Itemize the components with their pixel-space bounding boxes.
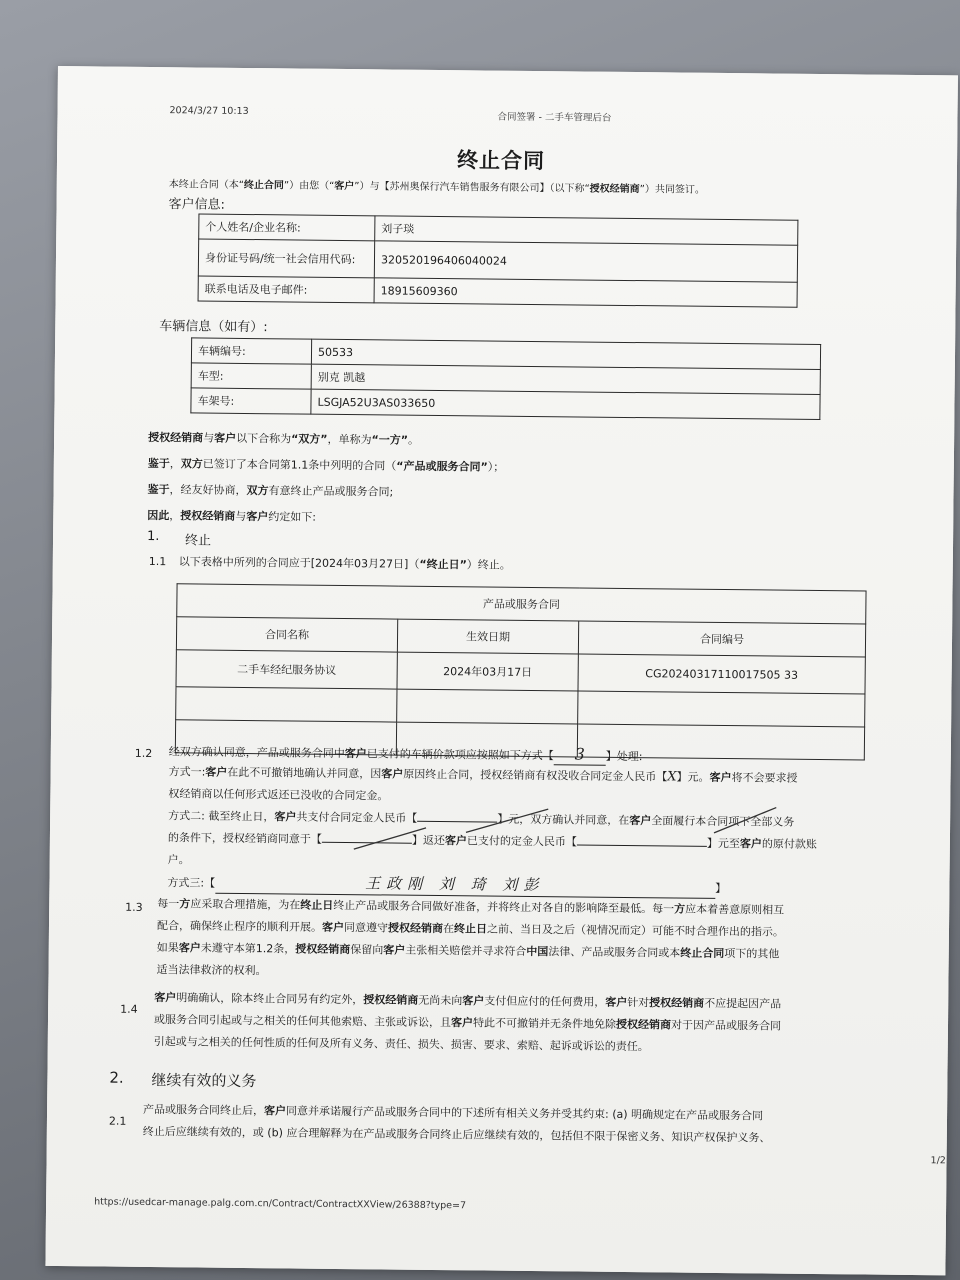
recital-2: 鉴于，双方已签订了本合同第1.1条中列明的合同（“产品或服务合同”）； — [147, 456, 505, 474]
phone-label: 联系电话及电子邮件: — [198, 276, 374, 303]
vehicle-no-label: 车辆编号: — [191, 338, 311, 364]
col-contract-name: 合同名称 — [176, 617, 397, 652]
id-value: 320520196406040024 — [374, 241, 797, 282]
row-contract-no: CG20240317110017505 33 — [578, 654, 865, 694]
id-label: 身份证号码/统一社会信用代码: — [198, 239, 374, 278]
clause-1-2-line-1: 经双方确认同意，产品或服务合同中客户已支付的车辆价款项应按照如下方式【 3 】处理: — [169, 739, 643, 767]
doc-title: 终止合同 — [456, 148, 546, 174]
contract-paper — [45, 66, 958, 1275]
contract-table-title: 产品或服务合同 — [177, 584, 866, 624]
col-effective-date: 生效日期 — [397, 619, 578, 654]
clause-2-1-line-1: 产品或服务合同终止后，客户同意并承诺履行产品或服务合同中的下述所有相关义务并受其约束: (a) 明确规定在产品或服务合同 — [143, 1102, 764, 1123]
strike-mark-2 — [350, 821, 430, 854]
clause-1-2-line-7: 方式三:【 王政刚 刘 琦 刘彭 】 — [167, 871, 726, 899]
clause-1-2-number: 1.2 — [134, 746, 153, 761]
name-label: 个人姓名/企业名称: — [199, 214, 375, 241]
clause-1-3-line-1: 每一方应采取合理措施，为在终止日终止产品或服务合同做好准备，并将终止对各自的影响降至最低。每一方应本着善意原则相互 — [157, 897, 785, 917]
strike-mark-1 — [462, 802, 552, 839]
model-value: 别克 凯越 — [311, 364, 820, 394]
customer-section-title: 客户信息: — [168, 197, 226, 213]
clause-1-3-line-4: 适当法律救济的权利。 — [156, 963, 267, 978]
clause-1-4-line-3: 引起或与之相关的任何性质的任何及所有义务、责任、损失、损害、要求、索赔、起诉或诉讼的责任。 — [153, 1035, 649, 1054]
clause-2-1-number: 2.1 — [108, 1114, 127, 1128]
clause-1-3-line-3: 如果客户未遵守本第1.2条，授权经销商保留向客户主张相关赔偿并寻求符合中国法律、产品或服务合同或本终止合同项下的其他 — [156, 941, 780, 961]
clause-1-4-line-1: 客户明确确认，除本终止合同另有约定外，授权经销商无尚未向客户支付但应付的任何费用，客户针对授权经销商不应提起因产品 — [154, 991, 782, 1011]
vehicle-section-title: 车辆信息（如有）: — [159, 319, 268, 336]
clause-1-2-line-4: 方式二: 截至终止日，客户共支付合同定金人民币【 】元，双方确认并同意，在客户全面履行本合同项下全部义务 — [168, 809, 795, 829]
clause-1-2-line-2: 方式一:客户在此不可撤销地确认并同意，因客户原因终止合同，授权经销商有权没收合同定金人民币【X】元。客户将不会要求授 — [168, 765, 798, 785]
print-url: https://usedcar-manage.palg.com.cn/Contract/ContractXXView/26388?type=7 — [94, 1196, 467, 1212]
vin-label: 车架号: — [191, 388, 311, 414]
clause-2-1-line-2: 终止后应继续有效的，或 (b) 应合理解释为在产品或服务合同终止后应继续有效的，包括但不限于保密义务、知识产权保护义务、 — [142, 1124, 771, 1145]
clause-1-3-number: 1.3 — [125, 900, 143, 914]
recital-3: 鉴于，经友好协商，双方有意终止产品或服务合同; — [147, 482, 394, 499]
vehicle-no-value: 50533 — [311, 339, 820, 369]
method-1-amount-handwritten: X — [667, 769, 677, 785]
section-2-number: 2. — [109, 1068, 124, 1087]
print-page-number: 1/2 — [930, 1155, 946, 1167]
contract-table — [175, 583, 867, 760]
col-contract-no: 合同编号 — [578, 621, 865, 657]
strike-mark-3 — [710, 803, 780, 840]
name-value: 刘子琰 — [375, 216, 798, 245]
customer-info-table — [198, 213, 799, 307]
vin-value: LSGJA52U3AS033650 — [311, 389, 820, 419]
recital-1: 授权经销商与客户以下合称为“双方”，单称为“一方”。 — [148, 430, 420, 447]
clause-1-2-line-5: 的条件下，授权经销商同意于【 】返还客户已支付的定金人民币【 】元至客户的原付款账 — [167, 831, 817, 851]
clause-1-1-text: 以下表格中所列的合同应于[2024年03月27日]（“终止日”）终止。 — [178, 555, 511, 572]
clause-1-3-line-2: 配合，确保终止程序的顺利开展。客户同意遵守授权经销商在终止日之前、当日及之后（视情况而定）可能不时合理作出的指示。 — [156, 919, 785, 939]
print-datetime: 2024/3/27 10:13 — [169, 105, 249, 117]
print-page-title: 合同签署 - 二手车管理后台 — [497, 111, 612, 124]
clause-1-4-line-2: 或服务合同引起或与之相关的任何其他索赔、主张或诉讼，且客户特此不可撤销并无条件地免除授权经销商对于因产品或服务合同 — [153, 1013, 782, 1033]
clause-1-1-number: 1.1 — [148, 554, 167, 569]
clause-1-2-line-6: 户。 — [167, 853, 190, 867]
phone-value: 18915609360 — [374, 278, 797, 307]
model-label: 车型: — [191, 363, 311, 389]
method-choice-handwritten: 3 — [554, 743, 606, 766]
section-1-number: 1. — [146, 528, 160, 545]
method-3-handwritten: 王政刚 刘 琦 刘彭 — [215, 872, 715, 899]
recital-4: 因此，授权经销商与客户约定如下: — [147, 508, 317, 524]
clause-1-4-number: 1.4 — [120, 1002, 138, 1016]
row-contract-name: 二手车经纪服务协议 — [176, 650, 397, 689]
row-effective-date: 2024年03月17日 — [397, 652, 578, 691]
section-2-title: 继续有效的义务 — [151, 1071, 257, 1091]
section-1-title: 终止 — [184, 533, 212, 549]
intro-text: 本终止合同（本“终止合同”）由您（“客户”）与【苏州奥保行汽车销售服务有限公司】（以下称“授权经销商”）共同签订。 — [168, 179, 705, 196]
vehicle-info-table — [190, 337, 821, 420]
clause-1-2-line-3: 权经销商以任何形式返还已没收的合同定金。 — [168, 787, 389, 803]
